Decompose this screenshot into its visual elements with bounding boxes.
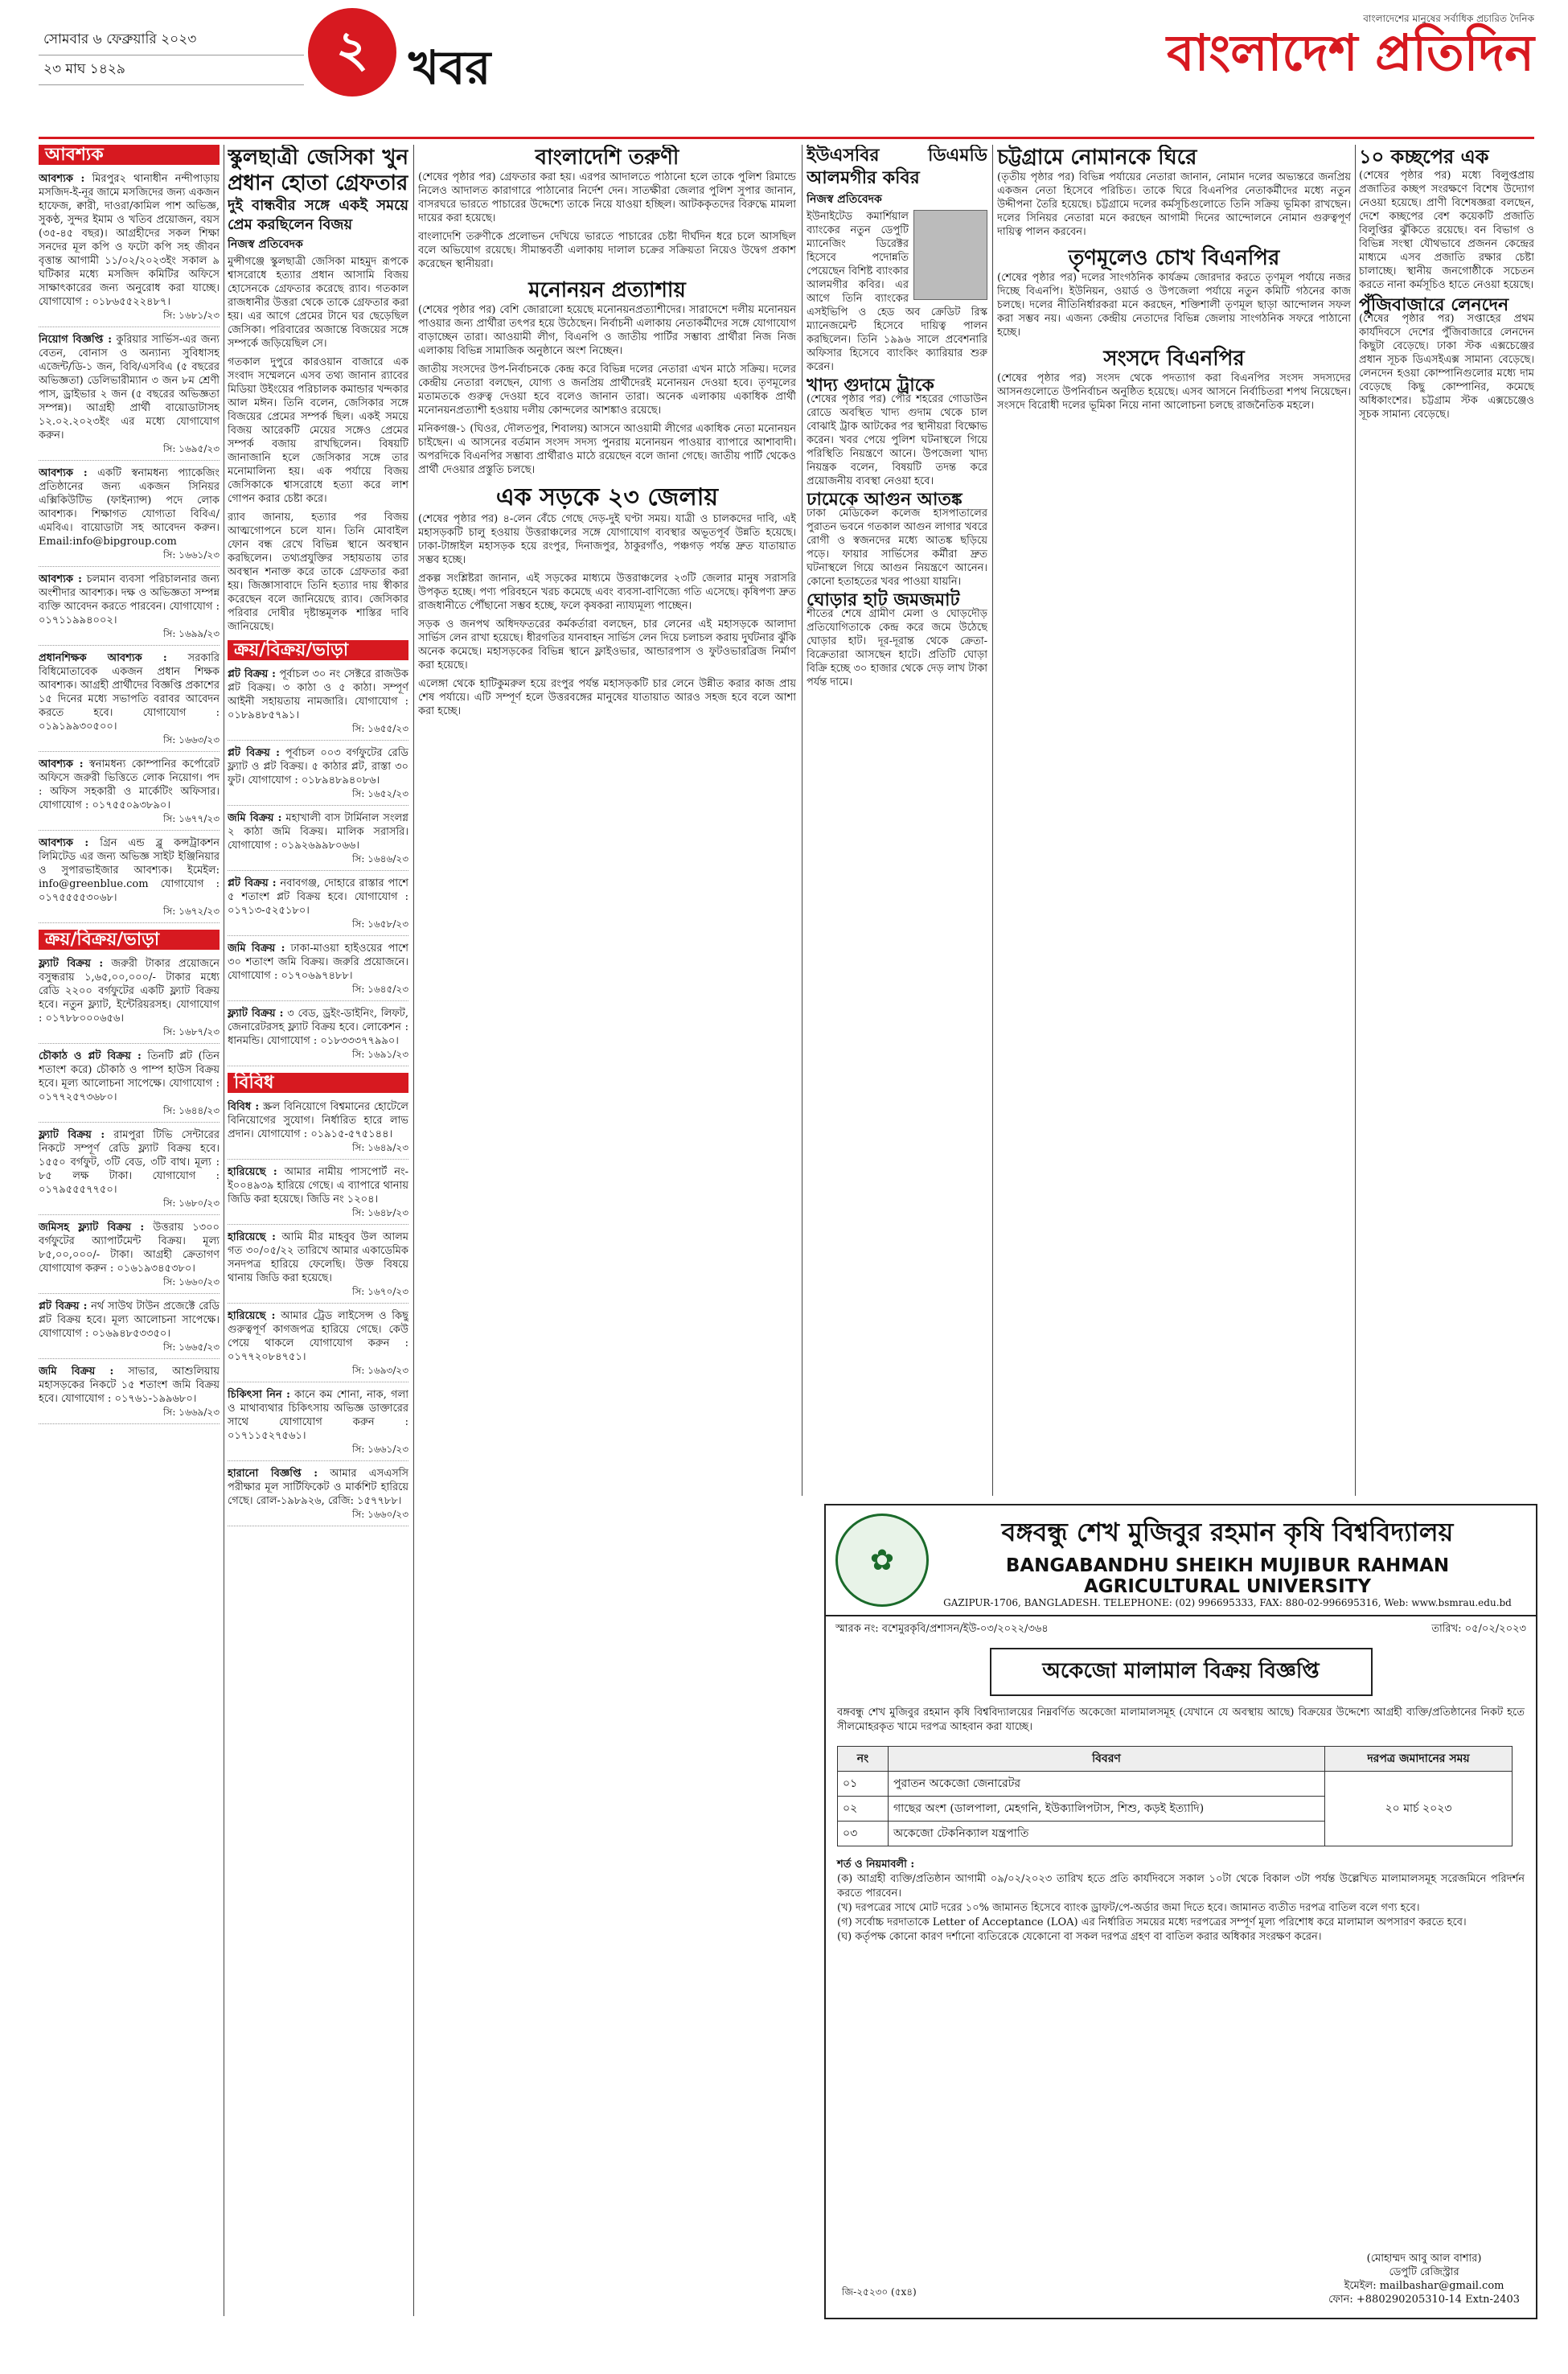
classifieds-column-1 <box>39 145 220 2316</box>
classified-ad-ref: সি: ১৬৫২/২৩ <box>351 788 408 799</box>
classified-ad-ref: সি: ১৬৯৫/২৩ <box>162 443 220 454</box>
classified-ad-body: নবাবগঞ্জ, দোহারে রাস্তার পাশে ৫ শতাংশ প্লট বিক্রয় হবে। যোগাযোগ : ০১৭১৩-৫২৫১৮০। <box>228 877 408 917</box>
classified-ad <box>39 464 220 567</box>
signatory-name: (মোহাম্মদ আবু আল বাশার) <box>1366 2253 1482 2265</box>
column-divider <box>1355 145 1356 1496</box>
classified-ad-body: পূর্বাচল ০০৩ বর্গফুটের রেডি ফ্ল্যাট ও প্লট বিক্রয়। ৫ কাঠার প্লট, রাস্তা ৩০ ফুট। যোগাযোগ : ০১৮৯৪৮৯৪০৮৬। <box>228 747 408 787</box>
university-logo-icon: ✿ <box>835 1514 929 1607</box>
classified-ad-title: প্লট বিক্রয় : <box>228 668 276 680</box>
cell-time: ২০ মার্চ ২০২৩ <box>1325 1772 1513 1846</box>
nomination-headline: মনোনয়ন প্রত্যাশায় <box>528 278 686 302</box>
classified-ad-ref: সি: ১৬৪৮/২৩ <box>351 1207 408 1218</box>
cell-no: ০১ <box>838 1772 889 1797</box>
classified-ad-body: একটি স্বনামধন্য প্যাকেজিং প্রতিষ্ঠানের জন্য একজন সিনিয়র এক্সিকিউটিভ (ফাইন্যান্স) পদে লোক আবশ্যক। শিক্ষাগত যোগ্যতা বিবিএ/এমবিএ। বায়োডাটা সহ আবেদন করুন। Email:info@bipgroup.com <box>39 467 220 548</box>
logo-tagline: বাংলাদেশের মানুষের সর্বাধিক প্রচারিত দৈনিক <box>1363 13 1534 24</box>
parliament-para: (শেষের পৃষ্ঠার পর) সংসদ থেকে পদত্যাগ করা বিএনপির সংসদ সদস্যদের আসনগুলোতে উপনির্বাচন অনুষ্ঠিত হয়েছে। এসব আসনে নির্বাচিতরা শপথ নিয়েছেন। সংসদে বিরোধী দলের ভূমিকা নিয়ে নানা আলোচনা চলছে রাজনৈতিক মহলে। <box>997 372 1351 412</box>
classified-ad <box>39 1297 220 1359</box>
classified-ad-body: আমার এসএসসি পরীক্ষার মূল সার্টিফিকেট ও মার্কশিট হারিয়ে গেছে। রোল-১৯৮৯২৬, রেজি: ১৫৭৭৮৮। <box>228 1468 408 1507</box>
cell-desc: গাছের অংশ (ডালপালা, মেহগনি, ইউক্যালিপটাস, শিশু, কড়ই ইত্যাদি) <box>889 1797 1325 1822</box>
logo-name: বাংলাদেশ প্রতিদিন <box>1167 23 1534 82</box>
classified-heading-misc: বিবিধ <box>228 1073 408 1093</box>
classified-ad-title: নিয়োগ বিজ্ঞপ্তি : <box>39 334 113 346</box>
classified-ad <box>228 1228 408 1304</box>
road-headline: এক সড়কে ২৩ জেলায় <box>495 483 719 511</box>
road-para: প্রকল্প সংশ্লিষ্টরা জানান, এই সড়কের মাধ্যমে উত্তরাঞ্চলের ২৩টি জেলার মানুষ সরাসরি উপকৃত হচ্ছে। পণ্য পরিবহনে খরচ কমেছে এবং ব্যবসা-বাণিজ্যে গতি এসেছে। কৃষিপণ্য দ্রুত রাজধানীতে পৌঁছানো সম্ভব হচ্ছে, ফলে কৃষকরা ন্যায্যমূল্য পাচ্ছেন। <box>418 573 796 612</box>
table-row <box>838 1772 1513 1797</box>
page-header <box>39 8 1534 129</box>
classified-ad-title: হারানো বিজ্ঞপ্তি : <box>228 1468 318 1480</box>
food-para: (শেষের পৃষ্ঠার পর) পৌর শহরের গোডাউন রোডে অবস্থিত খাদ্য গুদাম থেকে চাল বোঝাই ট্রাক আটকের পর স্থানীয়রা বিক্ষোভ করেন। খবর পেয়ে পুলিশ ঘটনাস্থলে গিয়ে পরিস্থিতি নিয়ন্ত্রণে আনে। উপজেলা খাদ্য নিয়ন্ত্রক বলেন, বিষয়টি তদন্ত করে প্রয়োজনীয় ব্যবস্থা নেওয়া হবে। <box>807 393 987 487</box>
cell-desc: পুরাতন অকেজো জেনারেটর <box>889 1772 1325 1797</box>
classified-ad-body: স্বনামধন্য কোম্পানির কর্পোরেট অফিসে জরুরী ভিত্তিতে লোক নিয়োগ। পদ : অফিস সহকারী ও মার্কেটিং অফিসার। যোগাযোগ : ০১৭৫৫০৯৩৮৯০। <box>39 758 220 811</box>
classified-ad <box>228 939 408 1001</box>
classified-ad <box>39 331 220 461</box>
tarunni-para: বাংলাদেশি তরুণীকে প্রলোভন দেখিয়ে ভারতে পাচারের চেষ্টা দীর্ঘদিন ধরে চলে আসছিল বলে অভিযোগ রয়েছে। সীমান্তবর্তী এলাকায় দালাল চক্রের সক্রিয়তা নিয়েও উদ্বেগ প্রকাশ করেছেন স্থানীয়রা। <box>418 231 796 270</box>
classified-ad-title: প্রধানশিক্ষক আবশ্যক : <box>39 652 167 664</box>
classified-ad-title: আবশ্যক : <box>39 467 88 479</box>
section-title: খবর <box>408 40 491 95</box>
classified-ad <box>39 834 220 923</box>
portrait-photo <box>913 210 987 300</box>
classified-ad-body: ৩ বেড, ড্রইং-ডাইনিং, লিফট, জেনারেটরসহ ফ্ল্যাট বিক্রয় হবে। লোকেশন : ধানমন্ডি। যোগাযোগ : ০১৮৩৩৩৭৭৯৯০। <box>228 1008 408 1047</box>
university-name-en: BANGABANDHU SHEIKH MUJIBUR RAHMAN AGRICULTURAL UNIVERSITY <box>1005 1555 1450 1597</box>
classified-ad-title: হারিয়েছে : <box>228 1166 277 1178</box>
date-bengali: ২৩ মাঘ ১৪২৯ <box>39 55 304 85</box>
classified-list-wanted <box>39 170 220 923</box>
classified-ad-body: চলমান ব্যবসা পরিচালনার জন্য অংশীদার আবশ্যক। দক্ষ ও অভিজ্ঞতা সম্পন্ন ব্যক্তি আবেদন করতে পারবেন। যোগাযোগ : ০১৭১১৯৯৪০০২। <box>39 573 220 626</box>
classified-ad-body: আমার ট্রেড লাইসেন্স ও কিছু গুরুত্বপূর্ণ কাগজপত্র হারিয়ে গেছে। কেউ পেয়ে থাকলে যোগাযোগ করুন : ০১৭৭২০৮৪৭৫১। <box>228 1310 408 1363</box>
classified-ad-body: পূর্বাচল ৩০ নং সেক্টরে রাজউক প্লট বিক্রয়। ৩ কাঠা ও ৫ কাঠা। সম্পূর্ণ আইনী সহায়তায় নামজারি। যোগাযোগ : ০১৮৯৪৮৫৭৯১। <box>228 668 408 721</box>
newspaper-logo <box>1167 12 1534 82</box>
classified-ad-title: প্লট বিক্রয় : <box>39 1300 88 1312</box>
classified-ad-body: কুরিয়ার সার্ভিস-এর জন্য বেতন, বোনাস ও অন্যান্য সুবিধাসহ এজেন্ট/ডি-১ জন, বিবি/এসবিএ (৫ বছরের অভিজ্ঞতা) ডেলিভারীম্যান ৩ জন ৮ম শ্রেণী পাস, ড্রাইভার ২ জন (৫ বছরের অভিজ্ঞতা সম্পন্ন)। আগ্রহী প্রার্থী বায়োডাটাসহ ১২.০২.২০২৩ইং এর মধ্যে যোগাযোগ করুন। <box>39 334 220 442</box>
classified-ad-ref: সি: ১৬৭০/২৩ <box>351 1286 408 1297</box>
term-item: (খ) দরপত্রের সাথে মোট দরের ১০% জামানত হিসেবে ব্যাংক ড্রাফট/পে-অর্ডার জমা দিতে হবে। জামানত ব্যতীত দরপত্র বাতিল বলে গণ্য হবে। <box>837 1902 1420 1914</box>
classified-ad <box>39 1362 220 1424</box>
stock-para: (শেষের পৃষ্ঠার পর) সপ্তাহের প্রথম কার্যদিবসে দেশের পুঁজিবাজারে লেনদেন কিছুটা বেড়েছে। ঢাকা স্টক এক্সচেঞ্জের প্রধান সূচক ডিএসইএক্স সামান্য বেড়েছে। লেনদেন হওয়া কোম্পানিগুলোর মধ্যে দাম বেড়েছে কিছু কোম্পানির, কমেছে অধিকাংশের। চট্টগ্রাম স্টক এক্সচেঞ্জেও সূচক সামান্য বেড়েছে। <box>1359 313 1534 421</box>
classified-ad <box>39 755 220 831</box>
kachhop-headline: ১০ কচ্ছপের এক <box>1359 146 1489 168</box>
classified-ad-title: জমি বিক্রয় : <box>39 1366 114 1378</box>
classified-ad-body: উত্তরায় ১৩০০ বর্গফুটের অ্যাপার্টমেন্ট বিক্রয়। মূল্য ৮৫,০০,০০০/- টাকা। আগ্রহী ক্রেতাগণ যোগাযোগ করুন : ০১৬১৯৩৪৫৩৮০। <box>39 1222 220 1275</box>
classified-ad-ref: সি: ১৬৪৯/২৩ <box>351 1142 408 1153</box>
classified-ad <box>39 1126 220 1215</box>
cell-no: ০২ <box>838 1797 889 1822</box>
nomination-para: (শেষের পৃষ্ঠার পর) বেশি জোরালো হয়েছে মনোনয়নপ্রত্যাশীদের। সারাদেশে দলীয় মনোনয়ন পাওয়ার জন্য প্রার্থীরা তৎপর হয়ে উঠেছেন। নির্বাচনী এলাকায় নেতাকর্মীদের সঙ্গে যোগাযোগ বাড়াচ্ছেন তারা। আওয়ামী লীগ, বিএনপি ও জাতীয় পার্টির সম্ভাব্য প্রার্থীরা নিজ নিজ এলাকায় বিভিন্ন সামাজিক অনুষ্ঠানে অংশ নিচ্ছেন। <box>418 304 796 357</box>
tender-terms <box>826 1853 1536 1949</box>
fire-headline: ঢামেকে আগুন আতঙ্ক <box>807 490 963 510</box>
tender-notice <box>824 1504 1537 2319</box>
classified-ad-body: গ্রিন এন্ড ব্লু কন্সট্রাকশন লিমিটেড এর জন্য অভিজ্ঞ সাইট ইঞ্জিনিয়ার ও সুপারভাইজার আবশ্যক। ইমেইল: info@greenblue.com যোগাযোগ : ০১৭৫৫৫৫৩০৬৮। <box>39 837 220 904</box>
classified-ad-body: তিনটি প্লট (তিন শতাংশ করে) চৌকাঠ ও পাম্প হাউস বিক্রয় হবে। মূল্য আলোচনা সাপেক্ষে। যোগাযোগ : ০১৭৭২৫৭৩৬৮০। <box>39 1050 220 1103</box>
classified-ad <box>228 1464 408 1526</box>
tender-header <box>826 1505 1536 1616</box>
classified-ad <box>39 570 220 646</box>
jessica-para: মুন্সীগঞ্জে স্কুলছাত্রী জেসিকা মাহমুদ রূপকে শ্বাসরোধে হত্যার প্রধান আসামি বিজয় হোসেনকে গ্রেফতার করেছে র‌্যাব। গতকাল রাজধানীর উত্তরা থেকে তাকে গ্রেফতার করা হয়। এর আগে প্রেমের টানে ঘর ছেড়েছিল জেসিকা। পরিবারের অজান্তে বিজয়ের সঙ্গে সম্পর্কে জড়িয়েছিল সে। <box>228 256 408 350</box>
classified-ad-ref: সি: ১৬৫৮/২৩ <box>351 918 408 930</box>
cell-desc: অকেজো টেকনিক্যাল যন্ত্রপাতি <box>889 1822 1325 1846</box>
tender-table <box>837 1746 1513 1846</box>
page-number: ২ <box>308 8 396 97</box>
classified-ad <box>228 809 408 871</box>
classified-ad-ref: সি: ১৬৮০/২৩ <box>162 1197 220 1209</box>
classified-ad-body: আমি মীর মাহবুব উল আলম গত ৩০/০৫/২২ তারিখে আমার একাডেমিক সনদপত্র হারিয়ে ফেলেছি। উক্ত বিষয়ে থানায় জিডি করা হয়েছে। <box>228 1231 408 1284</box>
classified-ad-title: চিকিৎসা নিন : <box>228 1389 290 1401</box>
header-rule <box>39 137 1534 139</box>
signatory-title: ডেপুটি রেজিস্ট্রার <box>1389 2266 1459 2278</box>
term-item: (গ) সর্বোচ্চ দরদাতাকে Letter of Acceptance (LOA) এর নির্ধারিত সময়ের মধ্যে দরপত্রের সম্পূর্ণ মূল্য পরিশোধ করে মালামাল অপসারণ করতে হবে। <box>837 1916 1467 1928</box>
nomination-para: মনিকগঞ্জ-১ (ঘিওর, দৌলতপুর, শিবালয়) আসনে আওয়ামী লীগের একাধিক নেতা মনোনয়ন চাইছেন। এ আসনের বর্তমান সংসদ সদস্য পুনরায় মনোনয়ন পাওয়ার ব্যাপারে আশাবাদী। অপরদিকে বিএনপির সম্ভাব্য প্রার্থীরাও মাঠে রয়েছেন বলে জানা গেছে। জাতীয় পার্টি থেকেও প্রার্থী দেওয়ার প্রস্তুতি চলছে। <box>418 423 796 476</box>
tender-intro: বঙ্গবন্ধু শেখ মুজিবুর রহমান কৃষি বিশ্ববিদ্যালয়ের নিম্নবর্ণিত অকেজো মালামালসমূহ (যেখানে যে অবস্থায় আছে) বিক্রয়ের উদ্দেশ্যে আগ্রহী ব্যক্তি/প্রতিষ্ঠানের নিকট হতে সীলমোহরকৃত খামে দরপত্র আহবান করা যাচ্ছে। <box>837 1707 1525 1733</box>
classified-ad-title: প্লট বিক্রয় : <box>228 747 280 759</box>
classified-heading-wanted: আবশ্যক <box>39 145 220 165</box>
classified-ad-body: মহাখালী বাস টার্মিনাল সংলগ্ন ২ কাঠা জমি বিক্রয়। মালিক সরাসরি। যোগাযোগ : ০১৯২৬৯৯৮০৬৬। <box>228 812 408 852</box>
classified-ad-ref: সি: ১৬৬১/২৩ <box>162 549 220 561</box>
parliament-headline: সংসদে বিএনপির <box>1103 347 1245 371</box>
tarunni-para: (শেষের পৃষ্ঠার পর) গ্রেফতার করা হয়। এরপর আদালতে পাঠানো হলে তাকে পুলিশ রিমান্ডে নিলেও আদালত কারাগারে পাঠানোর নির্দেশ দেন। সাতক্ষীরা জেলার পুলিশ সুপার জানান, বাসরঘরে ভারতে পাচারের উদ্দেশ্যে তাকে নিয়ে যাওয়া হচ্ছিল। আটককৃতদের বিরুদ্ধে মামলা দায়ের করা হয়েছে। <box>418 171 796 224</box>
horse-headline: ঘোড়ার হাট জমজমাট <box>807 590 960 610</box>
jessica-para: গতকাল দুপুরে কারওয়ান বাজারে এক সংবাদ সম্মেলনে এসব তথ্য জানান র‌্যাবের মিডিয়া উইংয়ের পরিচালক কমান্ডার খন্দকার আল মঈন। তিনি বলেন, জেসিকার সঙ্গে বিজয়ের প্রেমের সম্পর্ক ছিল। একই সময়ে বিজয় আরেকটি মেয়ের সঙ্গেও প্রেমের সম্পর্ক বজায় রাখছিলেন। বিষয়টি জানাজানি হলে জেসিকার সঙ্গে তার মনোমালিন্য হয়। এক পর্যায়ে বিজয় জেসিকাকে শ্বাসরোধে হত্যা করে লাশ গোপন করার চেষ্টা করে। <box>228 356 408 505</box>
classified-ad <box>228 665 408 741</box>
classified-ad <box>228 1098 408 1160</box>
classified-ad-body: সাভার, আশুলিয়ায় মহাসড়কের নিকটে ১৫ শতাংশ জমি বিক্রয় হবে। যোগাযোগ : ০১৭৬১-১৯৯৬৮০। <box>39 1366 220 1405</box>
jessica-headline: স্কুলছাত্রী জেসিকা খুন প্রধান হোতা গ্রেফতার <box>228 146 408 195</box>
classified-ad <box>228 1307 408 1382</box>
classified-ad-body: স্ক্রল বিনিয়োগে বিশ্বমানের হোটেলে বিনিয়োগের সুযোগ। নির্ধারিত হারে লাভ প্রদান। যোগাযোগ : ০১৯১৫-৫৭৫১৪৪। <box>228 1101 408 1140</box>
column-divider <box>992 145 993 1496</box>
classified-ad-title: জমিসহ ফ্ল্যাট বিক্রয় : <box>39 1222 145 1234</box>
stock-headline: পুঁজিবাজারে লেনদেন <box>1359 295 1509 315</box>
bnp-headline: তৃণমূলেও চোখ বিএনপির <box>1068 246 1280 270</box>
classified-heading-rent: ক্রয়/বিক্রয়/ভাড়া <box>228 640 408 660</box>
term-item: (ঘ) কর্তৃপক্ষ কোনো কারণ দর্শানো ব্যতিরেকে যেকোনো বা সকল দরপত্র গ্রহণ বা বাতিল করার অধিকার সংরক্ষণ করেন। <box>837 1931 1322 1943</box>
classified-ad-title: ফ্ল্যাট বিক্রয় : <box>228 1008 284 1020</box>
cell-no: ০৩ <box>838 1822 889 1846</box>
road-para: (শেষের পৃষ্ঠার পর) ৪-লেন বেঁচে গেছে দেড়-দুই ঘণ্টা সময়। যাত্রী ও চালকদের দাবি, এই মহাসড়কটি চালু হওয়ায় উত্তরাঞ্চলের সঙ্গে যোগাযোগ ব্যবস্থার অভূতপূর্ব উন্নতি হয়েছে। ঢাকা-টাঙ্গাইল মহাসড়ক হয়ে রংপুর, দিনাজপুর, ঠাকুরগাঁও, পঞ্চগড় পর্যন্ত দ্রুত যাতায়াত সম্ভব হচ্ছে। <box>418 513 796 566</box>
tender-meta <box>826 1616 1536 1643</box>
classified-ad-ref: সি: ১৬৬১/২৩ <box>351 1444 408 1455</box>
classified-ad <box>228 1386 408 1461</box>
jessica-byline: নিজস্ব প্রতিবেদক <box>228 238 303 251</box>
usaid-headline: ইউএসবির ডিএমডি আলমগীর কবির <box>807 146 987 188</box>
column-8 <box>1359 145 1534 1496</box>
signatory-email: ইমেইল: mailbashar@gmail.com <box>1344 2280 1504 2292</box>
kachhop-para: (শেষের পৃষ্ঠার পর) মধ্যে বিলুপ্তপ্রায় প্রজাতির কচ্ছপ সংরক্ষণে বিশেষ উদ্যোগ নেওয়া হয়েছে। প্রাণী বিশেষজ্ঞরা বলছেন, দেশে কচ্ছপের বেশ কয়েকটি প্রজাতি বিলুপ্তির ঝুঁকিতে রয়েছে। বন বিভাগ ও বিভিন্ন সংস্থা যৌথভাবে প্রজনন কেন্দ্রের মাধ্যমে এসব প্রজাতি রক্ষার চেষ্টা চালাচ্ছে। স্থানীয় জনগোষ্ঠীকে সচেতন করতে নানা কর্মসূচিও হাতে নেওয়া হয়েছে। <box>1359 170 1534 291</box>
classified-heading-sale: ক্রয়/বিক্রয়/ভাড়া <box>39 930 220 950</box>
classified-ad-body: ঢাকা-মাওয়া হাইওয়ের পাশে ৩০ শতাংশ জমি বিক্রয়। জরুরি প্রয়োজনে। যোগাযোগ : ০১৭০৬৯৭৪৮৮। <box>228 943 408 982</box>
date-box <box>39 26 304 85</box>
classified-ad-title: জমি বিক্রয় : <box>228 812 282 824</box>
classified-ad-title: আবশ্যক : <box>39 173 85 185</box>
classified-list-rent <box>228 665 408 1066</box>
tender-date: তারিখ: ০৫/০২/২০২৩ <box>1431 1623 1526 1635</box>
tender-signature <box>1328 2252 1520 2306</box>
classified-ad-title: বিবিধ : <box>228 1101 260 1113</box>
university-name-bn: বঙ্গবন্ধু শেখ মুজিবুর রহমান কৃষি বিশ্ববিদ্যালয় <box>1001 1517 1454 1547</box>
classified-ad-title: প্লট বিক্রয় : <box>228 877 277 889</box>
column-divider <box>413 145 414 2316</box>
date-english: সোমবার ৬ ফেব্রুয়ারি ২০২৩ <box>39 26 304 55</box>
nomination-para: জাতীয় সংসদের উপ-নির্বাচনকে কেন্দ্র করে বিভিন্ন দলের নেতারা এখন মাঠে সক্রিয়। দলের কেন্দ্রীয় নেতারা বলছেন, যোগ্য ও জনপ্রিয় প্রার্থীদেরই মনোনয়ন দেওয়া হবে। তৃণমূলের মতামতকে গুরুত্ব দেওয়া হবে বলেও জানান তারা। অনেক এলাকায় একাধিক প্রার্থী মনোনয়নপ্রত্যাশী হওয়ায় দলীয় কোন্দলের আশঙ্কাও রয়েছে। <box>418 363 796 417</box>
classified-ad <box>228 874 408 936</box>
classified-ad <box>39 955 220 1044</box>
usaid-para: ইউনাইটেড কমার্শিয়াল ব্যাংকের নতুন ডেপুটি ম্যানেজিং ডিরেক্টর হিসেবে পদোন্নতি পেয়েছেন বিশিষ্ট ব্যাংকার আলমগীর কবির। এর আগে তিনি ব্যাংকের এসইভিপি ও হেড অব ক্রেডিট রিস্ক ম্যানেজমেন্ট হিসেবে দায়িত্ব পালন করছিলেন। তিনি ১৯৯৬ সালে প্রবেশনারি অফিসার হিসেবে ব্যাংকিং ক্যারিয়ার শুরু করেন। <box>807 211 987 373</box>
classified-ad-body: রামপুরা টিভি সেন্টারের নিকটে সম্পূর্ণ রেডি ফ্ল্যাট বিক্রয় হবে। ১৫৫০ বর্গফুট, ৩টি বেড, ৩টি বাথ। মূল্য : ৮৫ লক্ষ টাকা। যোগাযোগ : ০১৭৯৫৫৫৭৭৫০। <box>39 1129 220 1196</box>
classified-ad-ref: সি: ১৬৯৯/২৩ <box>162 628 220 639</box>
column-6 <box>997 145 1351 1496</box>
table-header-row <box>838 1747 1513 1772</box>
classified-ad-ref: সি: ১৬৯১/২৩ <box>351 1049 408 1060</box>
food-headline: খাদ্য গুদামে ট্রাকে <box>807 376 934 396</box>
tarunni-headline: বাংলাদেশি তরুণী <box>535 146 679 170</box>
classified-ad <box>39 649 220 752</box>
classified-ad-ref: সি: ১৬৬০/২৩ <box>162 1276 220 1288</box>
classified-ad-title: ফ্ল্যাট বিক্রয় : <box>39 1129 105 1141</box>
classified-ad-title: আবশ্যক : <box>39 573 82 585</box>
classified-ad <box>39 170 220 327</box>
classified-ad-ref: সি: ১৬৫৫/২৩ <box>351 723 408 734</box>
classified-ad-ref: সি: ১৬৬০/২৩ <box>351 1509 408 1520</box>
road-para: এলেঙ্গা থেকে হাটিকুমরুল হয়ে রংপুর পর্যন্ত মহাসড়কটি চার লেনে উন্নীত করার কাজ প্রায় শেষ পর্যায়ে। এটি সম্পূর্ণ হলে উত্তরবঙ্গের মানুষের যাতায়াত আরও সহজ হবে বলে আশা করা হচ্ছে। <box>418 678 796 717</box>
classified-ad-ref: সি: ১৬৬৫/২৩ <box>162 1341 220 1353</box>
classified-ad-title: হারিয়েছে : <box>228 1310 276 1322</box>
tender-reference: স্মারক নং: বশেমুরকৃবি/প্রশাসন/ইউ-০৩/২০২২/৩৬৪ <box>835 1623 1049 1635</box>
classified-ad-title: হারিয়েছে : <box>228 1231 276 1243</box>
fire-para: ঢাকা মেডিকেল কলেজ হাসপাতালের পুরাতন ভবনে গতকাল আগুন লাগার খবরে রোগী ও স্বজনদের মধ্যে আতঙ্ক ছড়িয়ে পড়ে। ফায়ার সার্ভিসের কর্মীরা দ্রুত ঘটনাস্থলে গিয়ে আগুন নিয়ন্ত্রণে আনেন। কোনো হতাহতের খবর পাওয়া যায়নি। <box>807 507 987 588</box>
classified-ad <box>39 1218 220 1294</box>
classified-ad <box>228 1004 408 1066</box>
col-header: বিবরণ <box>889 1747 1325 1772</box>
usaid-byline: নিজস্ব প্রতিবেদক <box>807 193 882 206</box>
col-header: দরপত্র জমাদানের সময় <box>1325 1747 1513 1772</box>
bnp-para: (শেষের পৃষ্ঠার পর) দলের সাংগঠনিক কার্যক্রম জোরদার করতে তৃণমূল পর্যায়ে নজর দিচ্ছে বিএনপি। ইউনিয়ন, ওয়ার্ড ও উপজেলা পর্যায়ে নতুন কমিটি গঠনের কাজ চলছে। দলের নীতিনির্ধারকরা মনে করছেন, শক্তিশালী তৃণমূল ছাড়া আন্দোলন সফল করা সম্ভব নয়। এজন্য কেন্দ্রীয় নেতাদের বিভিন্ন জেলায় সাংগঠনিক সফরে পাঠানো হচ্ছে। <box>997 272 1351 339</box>
classified-ad-ref: সি: ১৬৪৫/২৩ <box>351 984 408 995</box>
classified-ad-ref: সি: ১৬৪৪/২৩ <box>162 1105 220 1116</box>
classified-ad-body: নর্থ সাউথ টাউন প্রজেক্টে রেডি প্লট বিক্রয় হবে। মূল্য আলোচনা সাপেক্ষে। যোগাযোগ : ০১৬৯৪৮৫৩৩৫০। <box>39 1300 220 1340</box>
classified-ad-title: জমি বিক্রয় : <box>228 943 285 955</box>
classified-ad-body: আমার নামীয় পাসপোর্ট নং- ই০০৪৯৩৯ হারিয়ে গেছে। এ ব্যাপারে থানায় জিডি করা হয়েছে। জিডি নং ১২০৪। <box>228 1166 408 1205</box>
classified-ad-body: জরুরী টাকার প্রয়োজনে বসুন্ধরায় ১,৬৫,০০,০০০/- টাকার মধ্যে রেডি ২২০০ বর্গফুটের একটি ফ্ল্যাট বিক্রয় হবে। নতুন ফ্ল্যাট, ইন্টেরিয়রসহ। যোগাযোগ : ০১৭৮৮০০০৬৫৬। <box>39 958 220 1025</box>
chattogram-headline: চট্টগ্রামে নোমানকে ঘিরে <box>997 146 1197 170</box>
classified-ad-ref: সি: ১৬৮৭/২৩ <box>162 1026 220 1037</box>
tender-university <box>929 1512 1526 1608</box>
classified-ad-ref: সি: ১৬৬৯/২৩ <box>162 1407 220 1418</box>
term-item: (ক) আগ্রহী ব্যক্তি/প্রতিষ্ঠান আগামী ০৯/০২/২০২৩ তারিখ হতে প্রতি কার্যদিবসে সকাল ১০টা থেকে বিকাল ৩টা পর্যন্ত উল্লেখিত মালামালসমূহ সরেজমিনে পরিদর্শন করতে পারবেন। <box>837 1873 1525 1900</box>
column-3 <box>418 145 796 2316</box>
jessica-para: র‌্যাব জানায়, হত্যার পর বিজয় আত্মগোপনে চলে যান। তিনি মোবাইল ফোন বন্ধ রেখে বিভিন্ন স্থানে অবস্থান করছিলেন। তথ্যপ্রযুক্তির সহায়তায় তার অবস্থান শনাক্ত করে তাকে গ্রেফতার করা হয়। জিজ্ঞাসাবাদে তিনি হত্যার দায় স্বীকার করেছেন বলে জানিয়েছে র‌্যাব। জেসিকার পরিবার দোষীর দৃষ্টান্তমূলক শাস্তির দাবি জানিয়েছে। <box>228 511 408 633</box>
col-header: নং <box>838 1747 889 1772</box>
classified-list-misc <box>228 1098 408 1526</box>
classified-ad-ref: সি: ১৬৬৩/২৩ <box>162 734 220 745</box>
signatory-phone: ফোন: +880290205310-14 Extn-2403 <box>1328 2294 1520 2306</box>
column-2 <box>228 145 408 2316</box>
horse-para: শীতের শেষে গ্রামীণ মেলা ও ঘোড়দৌড় প্রতিযোগিতাকে কেন্দ্র করে জমে উঠেছে ঘোড়ার হাট। দূর-দূরান্ত থেকে ক্রেতা-বিক্রেতারা আসছেন হাটে। প্রতিটি ঘোড়া বিক্রি হচ্ছে ৩০ হাজার থেকে দেড় লাখ টাকা পর্যন্ত দামে। <box>807 608 987 688</box>
classified-ad-title: আবশ্যক : <box>39 837 89 849</box>
classified-ad-ref: সি: ১৬৮১/২৩ <box>162 310 220 321</box>
classified-ad <box>228 744 408 806</box>
classified-ad-body: মিরপুর২ থানাধীন নন্দীপাড়ায় মসজিদ-ই-নূর জামে মসজিদের জন্য একজন হাফেজ, ক্বারী, দাওরা/কামিল পাশ অভিজ্ঞ, সুকণ্ঠ, সুন্দর ইমাম ও খতিব প্রয়োজন, বয়স (৩৫-৪৫ বছর)। আগ্রহীদের সকল শিক্ষা সনদের মূল কপি ও ফটো কপি সহ জীবন বৃত্তান্ত আগামী ১১/০২/২০২৩ইং সকাল ৯ ঘটিকার মধ্যে মসজিদ কমিটির অফিসে সাক্ষাৎকারের জন্য অনুরোধ করা যাচ্ছে। যোগাযোগ : ০১৮৬৫৫২২৪৮৭। <box>39 173 220 308</box>
classified-ad-ref: সি: ১৬৭৭/২৩ <box>162 813 220 824</box>
classified-ad <box>228 1163 408 1225</box>
jessica-subheadline: দুই বান্ধবীর সঙ্গে একই সময়ে প্রেম করছিলেন বিজয় <box>228 197 408 233</box>
classified-ad-body: সরকারি বিধিমোতাবেক একজন প্রধান শিক্ষক আবশ্যক। আগ্রহী প্রার্থীদের বিজ্ঞপ্তি প্রকাশের ১৫ দিনের মধ্যে সভাপতি বরাবর আবেদন করতে হবে। যোগাযোগ : ০১৯১৯৯৩০৫০০। <box>39 652 220 733</box>
usaid-header <box>807 145 987 190</box>
tender-title: অকেজো মালামাল বিক্রয় বিজ্ঞপ্তি <box>990 1648 1373 1696</box>
classified-ad-ref: সি: ১৬৯৩/২৩ <box>351 1365 408 1376</box>
chattogram-para: (তৃতীয় পৃষ্ঠার পর) বিভিন্ন পর্যায়ের নেতারা জানান, নোমান দলের অভ্যন্তরে জনপ্রিয় একজন নেতা হিসেবে পরিচিত। তাকে ঘিরে বিএনপির নেতাকর্মীদের মধ্যে নতুন উদ্দীপনা তৈরি হয়েছে। চট্টগ্রামে দলের কর্মসূচিগুলোতে তিনি সক্রিয় ভূমিকা রাখছেন। দলের সিনিয়র নেতারা মনে করছেন আগামী দিনের আন্দোলনে নোমান গুরুত্বপূর্ণ দায়িত্ব পালন করবেন। <box>997 171 1351 238</box>
terms-heading: শর্ত ও নিয়মাবলী : <box>837 1859 915 1871</box>
university-address: GAZIPUR-1706, BANGLADESH. TELEPHONE: (02) 996695333, FAX: 880-02-996695316, Web: www.bsmrau.edu.bd <box>943 1597 1512 1608</box>
classified-ad-ref: সি: ১৬৪৬/২৩ <box>351 853 408 865</box>
road-para: সড়ক ও জনপথ অধিদফতরের কর্মকর্তারা বলছেন, চার লেনের এই মহাসড়কে আলাদা সার্ভিস লেন রাখা হয়েছে। ধীরগতির যানবাহন সার্ভিস লেন দিয়ে চলাচল করায় দুর্ঘটনার ঝুঁকি অনেক কমেছে। মহাসড়কের বিভিন্ন স্থানে ফ্লাইওভার, আন্ডারপাস ও ফুটওভারব্রিজ নির্মাণ করা হয়েছে। <box>418 618 796 672</box>
classified-ad-body: কানে কম শোনা, নাক, গলা ও মাথাব্যথার চিকিৎসায় অভিজ্ঞ ডাক্তারের সাথে যোগাযোগ করুন : ০১৭১১৫২৭৫৬১। <box>228 1389 408 1442</box>
classified-list-sale <box>39 955 220 1424</box>
classified-ad-ref: সি: ১৬৭২/২৩ <box>162 906 220 917</box>
classified-ad-title: ফ্ল্যাট বিক্রয় : <box>39 958 104 970</box>
classified-ad-title: চৌকাঠ ও প্লট বিক্রয় : <box>39 1050 142 1062</box>
classified-ad-title: আবশ্যক : <box>39 758 84 770</box>
classified-ad <box>39 1047 220 1123</box>
tender-gd-number: জি-২৫২৩০ (৫x৪) <box>842 2286 917 2298</box>
column-5 <box>807 145 987 1496</box>
